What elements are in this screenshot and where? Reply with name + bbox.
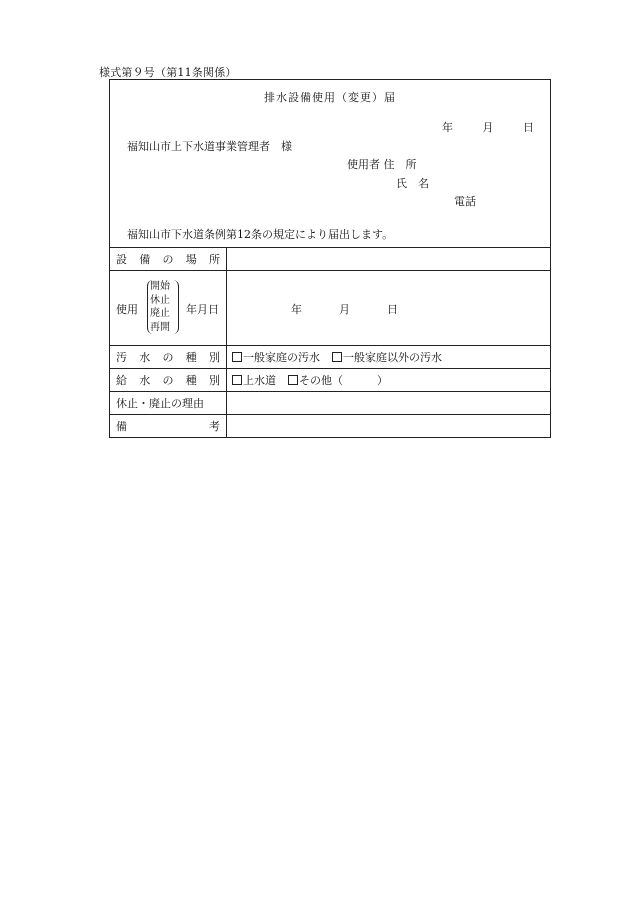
remarks-field[interactable] [227, 415, 551, 438]
notice-text: 福知山市下水道条例第12条の規定により届出します。 [127, 228, 394, 241]
location-field[interactable] [227, 248, 551, 271]
label-char: 給 [116, 374, 127, 387]
checkbox-domestic-sewage[interactable] [232, 352, 242, 362]
checkbox-non-domestic-sewage[interactable] [332, 352, 342, 362]
label-char: 考 [209, 420, 220, 433]
use-option-resume[interactable]: 再開 [150, 321, 170, 333]
addressee: 福知山市上下水道事業管理者 様 [127, 140, 292, 153]
applicant-phone-label: 電話 [454, 195, 476, 208]
row-water-type [110, 369, 551, 392]
other-water-close: ） [377, 374, 388, 387]
checkbox-tap-water[interactable] [232, 375, 242, 385]
label-char: 種 [185, 351, 197, 364]
label-char: 設 [116, 253, 127, 266]
water-type-field [227, 369, 551, 392]
date-day-label: 日 [523, 121, 534, 134]
label-char: 所 [209, 253, 220, 266]
non-domestic-sewage-label: 一般家庭以外の汚水 [343, 351, 442, 364]
row-sewage-type [110, 346, 551, 369]
date-month-label: 月 [482, 121, 494, 134]
label-char: 別 [209, 374, 220, 387]
use-month-label: 月 [339, 303, 350, 316]
form-box [109, 79, 551, 438]
label-char: 水 [139, 374, 151, 387]
use-year-label: 年 [291, 303, 302, 316]
checkbox-other-water[interactable] [288, 375, 298, 385]
submission-date[interactable] [430, 119, 534, 135]
applicant-name-label: 氏 名 [396, 177, 429, 190]
label-char: 種 [185, 374, 197, 387]
form-number: 様式第９号（第11条関係） [99, 66, 237, 79]
use-option-suspend[interactable]: 休止 [150, 294, 170, 306]
domestic-sewage-label: 一般家庭の汚水 [243, 351, 320, 364]
label-char: の [162, 253, 174, 266]
sewage-type-field [227, 346, 551, 369]
label-char: 備 [139, 253, 151, 266]
row-remarks [110, 415, 551, 438]
label-char: 水 [139, 351, 151, 364]
row-location [110, 248, 551, 271]
use-option-start[interactable]: 開始 [150, 281, 170, 292]
date-year-label: 年 [442, 121, 453, 134]
form-title: 排水設備使用（変更）届 [264, 91, 396, 104]
other-water-label: その他（ [299, 374, 343, 387]
tap-water-label: 上水道 [243, 374, 276, 387]
row-use-date [110, 271, 551, 346]
label-char: 汚 [116, 351, 127, 364]
label-char: 場 [185, 253, 197, 266]
label-char: 別 [209, 351, 220, 364]
label-char: の [162, 351, 174, 364]
use-options [150, 280, 170, 334]
use-date-field[interactable] [227, 271, 551, 346]
label-char: 備 [116, 420, 127, 433]
reason-label: 休止・廃止の理由 [116, 397, 204, 410]
use-label-cell [110, 271, 227, 346]
remarks-label [110, 415, 227, 438]
use-label: 使用 [116, 303, 138, 316]
use-day-label: 日 [387, 303, 398, 316]
reason-field[interactable] [227, 392, 551, 415]
applicant-address-label: 使用者 住 所 [347, 158, 417, 171]
form-table [109, 247, 551, 438]
reason-label-cell [110, 392, 227, 415]
label-char: の [162, 374, 174, 387]
water-type-label [110, 369, 227, 392]
use-option-abolish[interactable]: 廃止 [150, 308, 170, 319]
use-date-suffix: 年月日 [186, 303, 219, 316]
sewage-type-label [110, 346, 227, 369]
row-reason [110, 392, 551, 415]
location-label [110, 248, 227, 271]
